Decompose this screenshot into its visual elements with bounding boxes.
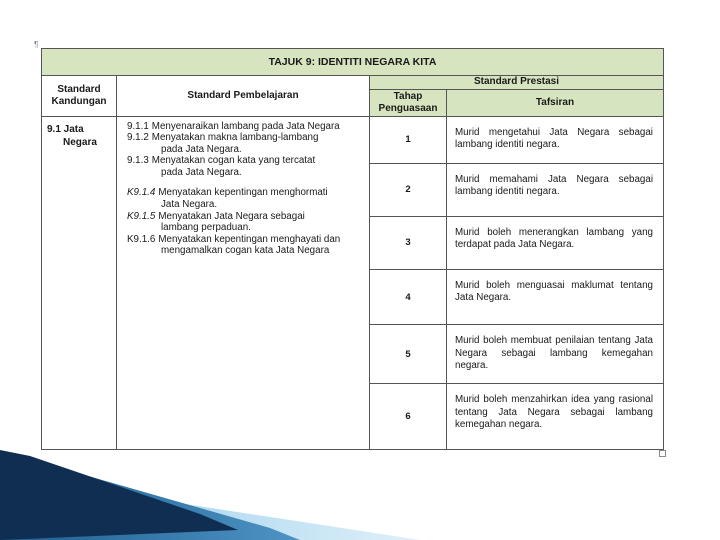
tahap-cell: 2 [370, 163, 447, 216]
header-standard-kandungan: Standard Kandungan [42, 75, 117, 116]
standard-pembelajaran-cell: 9.1.1 Menyenaraikan lambang pada Jata Negara 9.1.2 Menyatakan makna lambang-lambang pada Jata Negara. 9.1.3 Menyatakan cogan kata yang tercatat pada Jata Negara. K9.1.4 Menyatakan kepentingan menghormati Jata Negara. K9.1.5 Menyatakan Jata Negara sebagai lambang perpaduan. K9.1.6 Menyatakan kepentingan menghayati dan mengamalkan cogan kata Jata Negara [117, 116, 370, 450]
learning-standard-item: 9.1.1 Menyenaraikan lambang pada Jata Negara [127, 120, 340, 132]
learning-standard-item: 9.1.2 Menyatakan makna lambang-lambang [127, 132, 319, 144]
slide-ribbon-decoration [0, 450, 720, 540]
header-tafsiran: Tafsiran [447, 89, 664, 116]
tahap-cell: 1 [370, 116, 447, 163]
tafsiran-cell: Murid boleh menerangkan lambang yang terdapat pada Jata Negara. [447, 216, 664, 269]
tafsiran-cell: Murid boleh menguasai maklumat tentang Jata Negara. [447, 269, 664, 324]
learning-standard-item: K9.1.4 Menyatakan kepentingan menghormati [127, 187, 328, 199]
tafsiran-cell: Murid boleh menzahirkan idea yang rasional tentang Jata Negara sebagai lambang kemegahan negara. [447, 384, 664, 450]
tahap-cell: 5 [370, 325, 447, 384]
tafsiran-cell: Murid boleh membuat penilaian tentang Jata Negara sebagai lambang kemegahan negara. [447, 325, 664, 384]
learning-standard-item: 9.1.3 Menyatakan cogan kata yang tercatat [127, 155, 316, 167]
learning-standard-item: K9.1.5 Menyatakan Jata Negara sebagai [127, 210, 305, 222]
tahap-cell: 4 [370, 269, 447, 324]
header-standard-pembelajaran: Standard Pembelajaran [117, 75, 370, 116]
table-row [42, 116, 664, 163]
table-title: TAJUK 9: IDENTITI NEGARA KITA [42, 49, 664, 76]
header-tahap-penguasaan: Tahap Penguasaan [370, 89, 447, 116]
tafsiran-cell: Murid memahami Jata Negara sebagai lambang identiti negara. [447, 163, 664, 216]
learning-standard-item: K9.1.6 Menyatakan kepentingan menghayati dan [127, 233, 341, 245]
paragraph-mark: ¶ [34, 40, 39, 49]
tahap-cell: 6 [370, 384, 447, 450]
standard-table [41, 48, 664, 450]
tafsiran-cell: Murid mengetahui Jata Negara sebagai lambang identiti negara. [447, 116, 664, 163]
standard-kandungan-cell: 9.1 Jata Negara [42, 116, 117, 450]
header-standard-prestasi: Standard Prestasi [370, 75, 664, 89]
tahap-cell: 3 [370, 216, 447, 269]
